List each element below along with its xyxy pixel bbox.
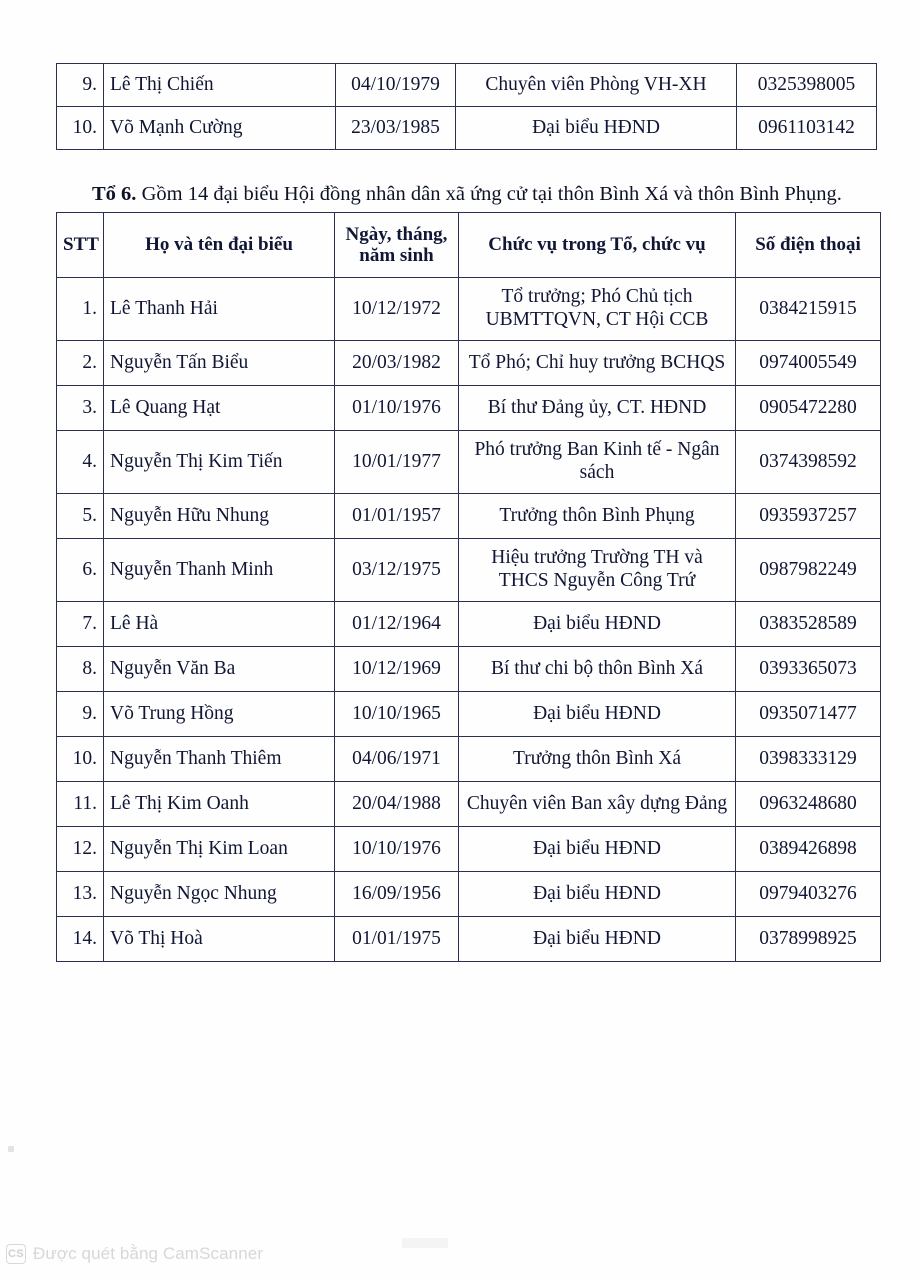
cell-phone: 0389426898: [736, 827, 881, 872]
cell-phone: 0374398592: [736, 431, 881, 494]
cell-name: Võ Trung Hồng: [104, 692, 335, 737]
table-row: [57, 737, 881, 782]
cell-stt: 13.: [57, 872, 104, 917]
camscanner-watermark: [6, 1244, 263, 1264]
column-header-dob: Ngày, tháng, năm sinh: [335, 213, 459, 278]
cell-name: Lê Thị Chiến: [104, 64, 336, 107]
cell-phone: 0393365073: [736, 647, 881, 692]
cell-role: Trưởng thôn Bình Phụng: [459, 494, 736, 539]
cell-name: Nguyễn Thanh Minh: [104, 539, 335, 602]
cell-role: Đại biểu HĐND: [456, 107, 737, 150]
cell-name: Nguyễn Thị Kim Loan: [104, 827, 335, 872]
cell-name: Lê Thanh Hải: [104, 278, 335, 341]
cell-role: Trưởng thôn Bình Xá: [459, 737, 736, 782]
table-row: [57, 494, 881, 539]
table-row: [57, 341, 881, 386]
cell-phone: 0325398005: [737, 64, 877, 107]
table-group-6: [56, 212, 881, 962]
table-continuation-body: [57, 64, 877, 150]
cell-stt: 14.: [57, 917, 104, 962]
scan-smudge-artifact: [402, 1238, 448, 1248]
cell-phone: 0378998925: [736, 917, 881, 962]
cell-stt: 11.: [57, 782, 104, 827]
camscanner-watermark-text: Được quét bằng CamScanner: [33, 1244, 264, 1263]
cell-phone: 0935071477: [736, 692, 881, 737]
table-row: [57, 917, 881, 962]
table-row: [57, 602, 881, 647]
cell-dob: 01/12/1964: [335, 602, 459, 647]
cell-role: Bí thư chi bộ thôn Bình Xá: [459, 647, 736, 692]
scan-speck-artifact: [8, 1146, 14, 1152]
group-label: Tổ 6.: [92, 182, 137, 205]
cell-stt: 6.: [57, 539, 104, 602]
cell-phone: 0963248680: [736, 782, 881, 827]
cell-dob: 10/10/1976: [335, 827, 459, 872]
cell-stt: 8.: [57, 647, 104, 692]
table-row: [57, 782, 881, 827]
cell-role: Chuyên viên Phòng VH-XH: [456, 64, 737, 107]
cell-name: Nguyễn Thị Kim Tiến: [104, 431, 335, 494]
table-row: [57, 872, 881, 917]
cell-role: Đại biểu HĐND: [459, 602, 736, 647]
cell-phone: 0935937257: [736, 494, 881, 539]
cell-dob: 23/03/1985: [336, 107, 456, 150]
column-header-role: Chức vụ trong Tổ, chức vụ: [459, 213, 736, 278]
cell-name: Lê Quang Hạt: [104, 386, 335, 431]
group-description-text: Gồm 14 đại biểu Hội đồng nhân dân xã ứng cử tại thôn Bình Xá và thôn Bình Phụng.: [136, 182, 842, 205]
cell-phone: 0384215915: [736, 278, 881, 341]
cell-dob: 10/12/1969: [335, 647, 459, 692]
cell-dob: 20/03/1982: [335, 341, 459, 386]
table-row: [57, 827, 881, 872]
cell-phone: 0979403276: [736, 872, 881, 917]
cell-name: Võ Mạnh Cường: [104, 107, 336, 150]
group-description-paragraph: [92, 181, 882, 208]
cell-stt: 10.: [57, 107, 104, 150]
table-previous-group-continuation: [56, 63, 877, 150]
column-header-stt: STT: [57, 213, 104, 278]
cell-dob: 01/01/1975: [335, 917, 459, 962]
table-row: [57, 107, 877, 150]
cell-stt: 5.: [57, 494, 104, 539]
cell-dob: 20/04/1988: [335, 782, 459, 827]
cell-phone: 0383528589: [736, 602, 881, 647]
table-row: [57, 64, 877, 107]
cell-phone: 0905472280: [736, 386, 881, 431]
table-row: [57, 386, 881, 431]
cell-stt: 12.: [57, 827, 104, 872]
cell-phone: 0974005549: [736, 341, 881, 386]
cell-dob: 04/10/1979: [336, 64, 456, 107]
cell-name: Nguyễn Văn Ba: [104, 647, 335, 692]
table-group-6-body: [57, 278, 881, 962]
cell-name: Nguyễn Thanh Thiêm: [104, 737, 335, 782]
cell-role: Tổ Phó; Chỉ huy trưởng BCHQS: [459, 341, 736, 386]
table-row: [57, 278, 881, 341]
cell-phone: 0961103142: [737, 107, 877, 150]
cell-dob: 03/12/1975: [335, 539, 459, 602]
cell-name: Lê Hà: [104, 602, 335, 647]
camscanner-logo-icon: CS: [6, 1244, 26, 1264]
cell-role: Đại biểu HĐND: [459, 872, 736, 917]
cell-stt: 7.: [57, 602, 104, 647]
cell-dob: 10/10/1965: [335, 692, 459, 737]
cell-stt: 2.: [57, 341, 104, 386]
cell-phone: 0398333129: [736, 737, 881, 782]
table-row: [57, 431, 881, 494]
cell-stt: 4.: [57, 431, 104, 494]
cell-stt: 1.: [57, 278, 104, 341]
cell-dob: 01/01/1957: [335, 494, 459, 539]
cell-dob: 04/06/1971: [335, 737, 459, 782]
cell-dob: 10/01/1977: [335, 431, 459, 494]
cell-stt: 3.: [57, 386, 104, 431]
table-row: [57, 539, 881, 602]
cell-role: Hiệu trưởng Trường TH và THCS Nguyễn Công Trứ: [459, 539, 736, 602]
cell-role: Đại biểu HĐND: [459, 917, 736, 962]
cell-dob: 01/10/1976: [335, 386, 459, 431]
cell-stt: 10.: [57, 737, 104, 782]
cell-role: Phó trưởng Ban Kinh tế - Ngân sách: [459, 431, 736, 494]
table-header-row: [57, 213, 881, 278]
cell-name: Nguyễn Tấn Biểu: [104, 341, 335, 386]
column-header-name: Họ và tên đại biểu: [104, 213, 335, 278]
cell-role: Đại biểu HĐND: [459, 827, 736, 872]
cell-stt: 9.: [57, 692, 104, 737]
cell-name: Lê Thị Kim Oanh: [104, 782, 335, 827]
cell-name: Võ Thị Hoà: [104, 917, 335, 962]
table-group-6-header: [57, 213, 881, 278]
cell-role: Tổ trưởng; Phó Chủ tịch UBMTTQVN, CT Hội CCB: [459, 278, 736, 341]
cell-stt: 9.: [57, 64, 104, 107]
table-row: [57, 647, 881, 692]
cell-name: Nguyễn Ngọc Nhung: [104, 872, 335, 917]
column-header-phone: Số điện thoại: [736, 213, 881, 278]
cell-role: Đại biểu HĐND: [459, 692, 736, 737]
cell-dob: 16/09/1956: [335, 872, 459, 917]
table-row: [57, 692, 881, 737]
cell-role: Chuyên viên Ban xây dựng Đảng: [459, 782, 736, 827]
cell-phone: 0987982249: [736, 539, 881, 602]
cell-dob: 10/12/1972: [335, 278, 459, 341]
cell-name: Nguyễn Hữu Nhung: [104, 494, 335, 539]
cell-role: Bí thư Đảng ủy, CT. HĐND: [459, 386, 736, 431]
